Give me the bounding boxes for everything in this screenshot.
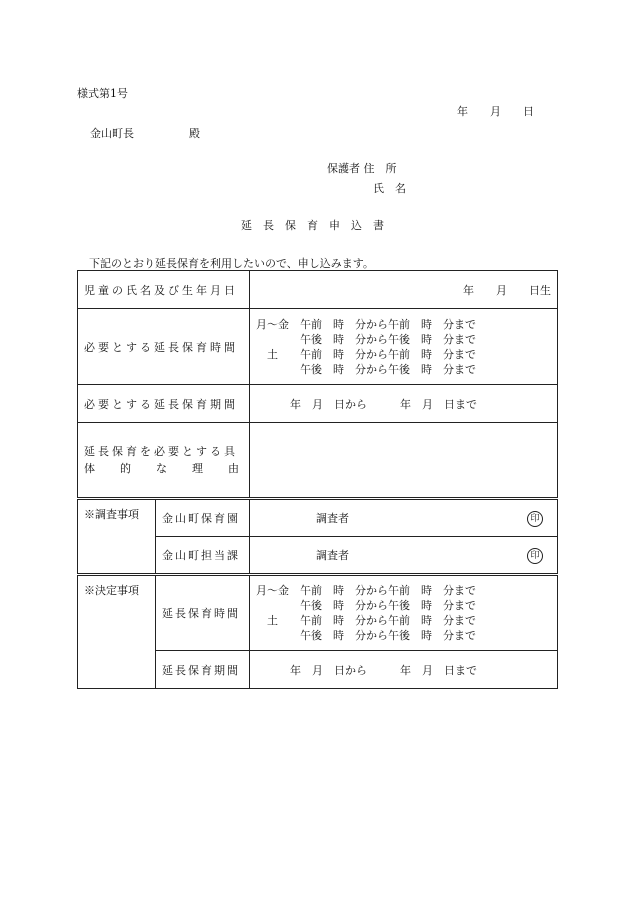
period-label: 必要とする延長保育期間: [78, 385, 250, 423]
document-title: 延 長 保 育 申 込 書: [241, 219, 384, 232]
guardian-address-label: 保護者 住 所: [327, 162, 397, 175]
surveyor-label: 調査者: [316, 512, 349, 525]
time-line: 午後 時 分から午後 時 分まで: [256, 362, 476, 376]
addressee: 金山町長 殿: [90, 127, 200, 140]
surveyor-label: 調査者: [316, 549, 349, 562]
reason-label: [78, 423, 250, 499]
reason-row: [78, 423, 558, 499]
child-row: [78, 271, 558, 309]
decision-row-1: [78, 575, 558, 651]
time-row: [78, 309, 558, 385]
reason-label-line1: 延長保育を必要とする具: [84, 445, 238, 458]
decision-time-field[interactable]: [250, 575, 558, 651]
survey-dept-field[interactable]: [250, 537, 558, 575]
guardian-name-label: 氏 名: [373, 182, 406, 195]
time-line: 午後 時 分から午後 時 分まで: [256, 332, 476, 346]
survey-nursery-field[interactable]: [250, 499, 558, 537]
time-line: 月～金 午前 時 分から午前 時 分まで: [256, 317, 476, 331]
survey-dept-label: 金山町担当課: [156, 537, 250, 575]
application-table: [77, 270, 558, 689]
decision-period-field[interactable]: 年 月 日から 年 月 日まで: [250, 651, 558, 689]
decision-time-label: 延長保育時間: [156, 575, 250, 651]
reason-field[interactable]: [250, 423, 558, 499]
period-field[interactable]: 年 月 日から 年 月 日まで: [250, 385, 558, 423]
survey-header: ※調査事項: [78, 499, 156, 575]
survey-nursery-label: 金山町保育園: [156, 499, 250, 537]
intro-text: 下記のとおり延長保育を利用したいので、申し込みます。: [89, 257, 374, 270]
seal-icon: 印: [527, 548, 543, 564]
date-line: 年 月 日: [457, 105, 534, 118]
time-line: 土 午前 時 分から午前 時 分まで: [256, 614, 476, 627]
period-row: [78, 385, 558, 423]
time-line: 月～金 午前 時 分から午前 時 分まで: [256, 584, 476, 597]
time-line: 午後 時 分から午後 時 分まで: [256, 599, 476, 612]
child-birthdate-field[interactable]: 年 月 日生: [250, 271, 558, 309]
decision-period-label: 延長保育期間: [156, 651, 250, 689]
form-number: 様式第1号: [77, 87, 128, 100]
decision-header: ※決定事項: [78, 575, 156, 689]
time-line: 土 午前 時 分から午前 時 分まで: [256, 347, 476, 361]
time-label: 必要とする延長保育時間: [78, 309, 250, 385]
child-label: 児童の氏名及び生年月日: [78, 271, 250, 309]
time-field[interactable]: [250, 309, 558, 385]
time-line: 午後 時 分から午後 時 分まで: [256, 629, 476, 642]
reason-label-line2: 体 的 な 理 由: [84, 462, 240, 475]
seal-icon: 印: [527, 511, 543, 527]
survey-row-1: [78, 499, 558, 537]
